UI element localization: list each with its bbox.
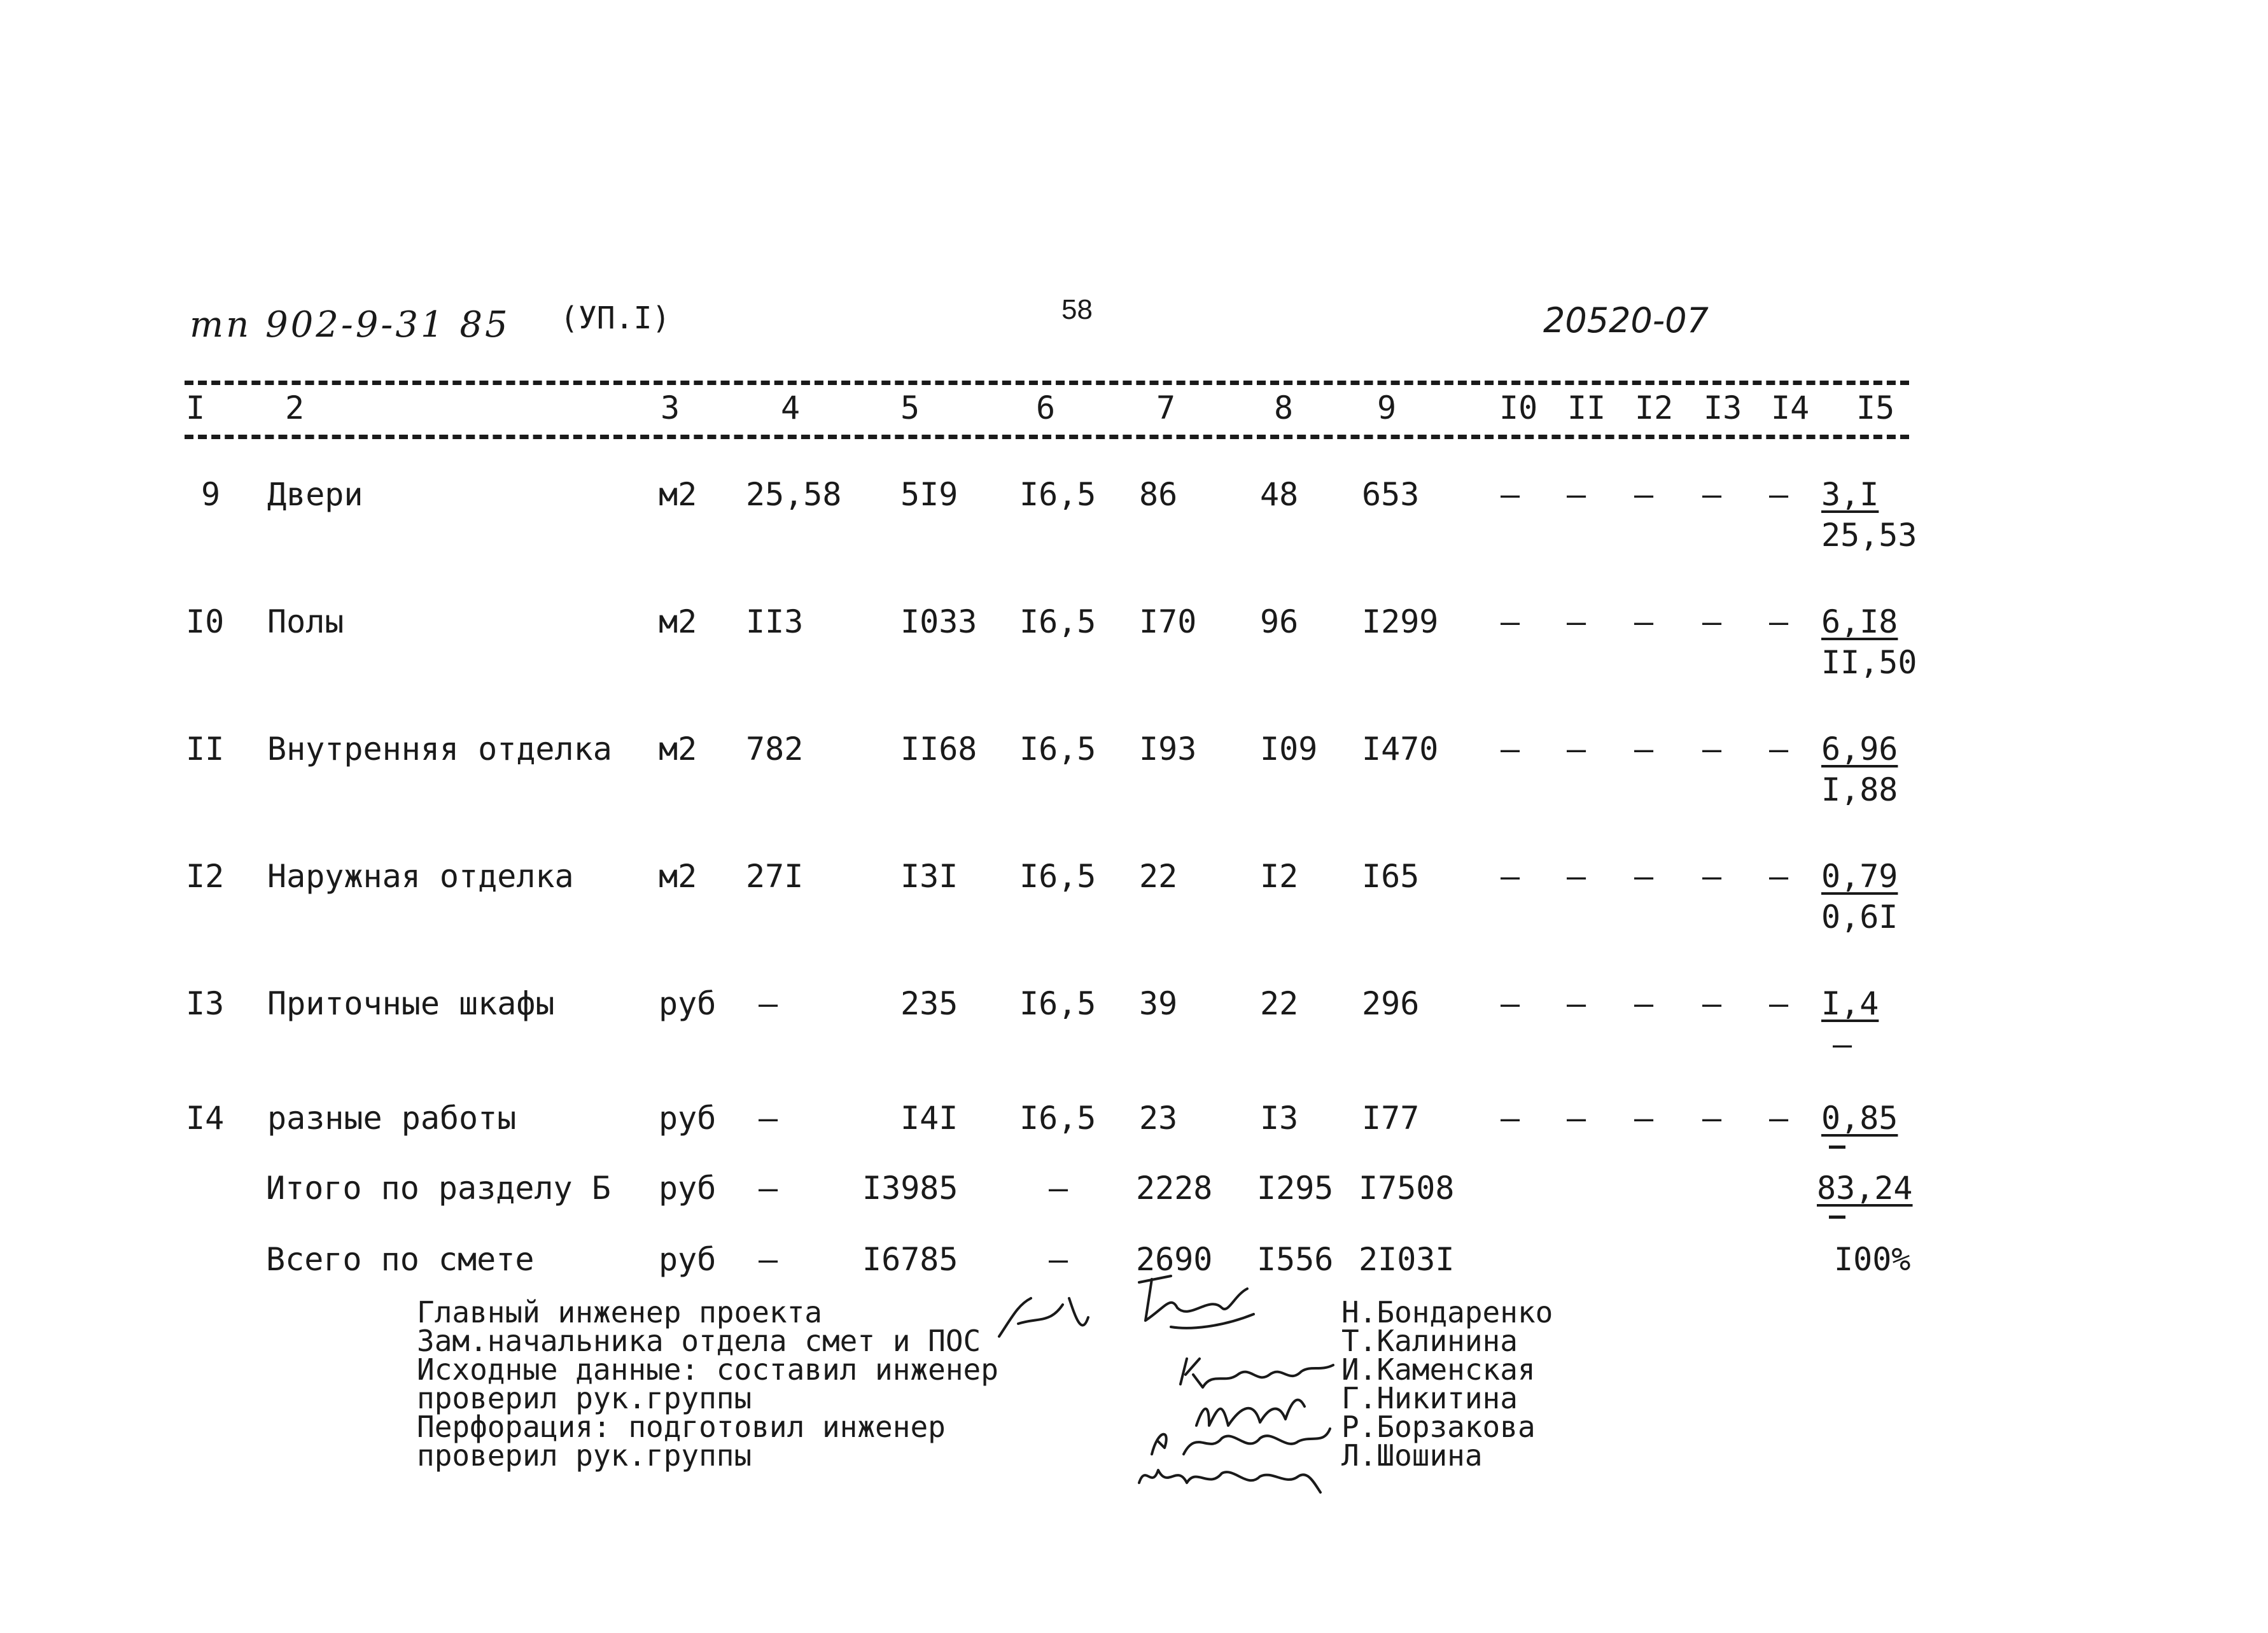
cell-6: I6,5: [1019, 858, 1096, 895]
role-line: Исходные данные: составил инженер: [417, 1352, 998, 1387]
row-unit: руб: [659, 985, 717, 1022]
cell-4: –: [759, 985, 778, 1022]
total-cell-15: 83,24: [1817, 1170, 1913, 1207]
total-cell-4: –: [759, 1241, 778, 1278]
column-header: I3: [1704, 389, 1742, 426]
signature-roles: [417, 1295, 998, 1473]
cell-14: –: [1769, 858, 1789, 895]
column-header: I2: [1635, 389, 1674, 426]
cell-4: –: [759, 1100, 778, 1137]
cell-5: I033: [900, 603, 977, 640]
cell-6: I6,5: [1019, 603, 1096, 640]
cell-12: –: [1634, 603, 1654, 640]
cell-14: –: [1769, 476, 1789, 513]
cell-7: 86: [1139, 476, 1178, 513]
cell-13: –: [1702, 1100, 1722, 1137]
cell-15-top: 0,79: [1821, 858, 1898, 895]
cell-6: I6,5: [1019, 476, 1096, 513]
row-number: 9: [201, 476, 221, 513]
cell-12: –: [1634, 858, 1654, 895]
cell-11: –: [1567, 603, 1586, 640]
cell-12: –: [1634, 1100, 1654, 1137]
cell-14: –: [1769, 1100, 1789, 1137]
total-name: Всего по смете: [266, 1241, 535, 1278]
column-header: II: [1567, 389, 1606, 426]
role-line: проверил рук.группы: [417, 1438, 752, 1473]
cell-7: 22: [1139, 858, 1178, 895]
cell-4: II3: [746, 603, 804, 640]
row-unit: м2: [659, 731, 697, 767]
signer-name: Т.Калинина: [1341, 1324, 1518, 1358]
cell-13: –: [1702, 603, 1722, 640]
cell-13: –: [1702, 731, 1722, 767]
cell-15-bottom: 0,6I: [1821, 899, 1898, 936]
column-header: I4: [1771, 389, 1810, 426]
total-cell-5: I3985: [862, 1170, 958, 1207]
document-code: тп 902-9-31 85: [190, 304, 510, 346]
total-cell-8: I295: [1257, 1170, 1334, 1207]
column-header: 2: [285, 389, 305, 426]
cell-8: I3: [1260, 1100, 1299, 1137]
role-line: Перфорация: подготовил инженер: [417, 1410, 946, 1444]
cell-15-top: 6,96: [1821, 731, 1898, 767]
row-number: I0: [186, 603, 225, 640]
cell-10: –: [1501, 603, 1520, 640]
cell-5: I4I: [900, 1100, 958, 1137]
column-header: 8: [1274, 389, 1294, 426]
row-number: I2: [186, 858, 225, 895]
column-header: 6: [1036, 389, 1056, 426]
cell-14: –: [1769, 603, 1789, 640]
total-cell-7: 2690: [1136, 1241, 1213, 1278]
cell-13: –: [1702, 476, 1722, 513]
row-number: I3: [186, 985, 225, 1022]
row-name: Приточные шкафы: [267, 985, 555, 1022]
total-unit: руб: [659, 1170, 717, 1207]
document-number: 20520-07: [1543, 300, 1709, 340]
cell-9: I77: [1362, 1100, 1420, 1137]
cell-11: –: [1567, 731, 1586, 767]
cell-7: I70: [1139, 603, 1197, 640]
cell-8: 48: [1260, 476, 1299, 513]
cell-9: I299: [1362, 603, 1439, 640]
cell-15-bottom: 25,53: [1821, 517, 1917, 554]
row-number: I4: [186, 1100, 225, 1137]
row-number: II: [186, 731, 225, 767]
row-unit: м2: [659, 858, 697, 895]
cell-10: –: [1501, 858, 1520, 895]
cell-5: 5I9: [900, 476, 958, 513]
row-name: Полы: [267, 603, 344, 640]
total-cell-9: 2I03I: [1359, 1241, 1455, 1278]
column-header: I5: [1856, 389, 1895, 426]
cell-12: –: [1634, 985, 1654, 1022]
fraction-dash: [1829, 1216, 1845, 1219]
cell-9: I470: [1362, 731, 1439, 767]
cell-8: 96: [1260, 603, 1299, 640]
cell-12: –: [1634, 476, 1654, 513]
total-cell-15: I00%: [1834, 1241, 1911, 1278]
total-cell-6: –: [1049, 1241, 1068, 1278]
cell-8: 22: [1260, 985, 1299, 1022]
cell-7: 23: [1139, 1100, 1178, 1137]
cell-4: 27I: [746, 858, 804, 895]
total-cell-6: –: [1049, 1170, 1068, 1207]
cell-6: I6,5: [1019, 731, 1096, 767]
cell-11: –: [1567, 476, 1586, 513]
column-header: 3: [661, 389, 680, 426]
total-cell-8: I556: [1257, 1241, 1334, 1278]
cell-6: I6,5: [1019, 985, 1096, 1022]
row-unit: м2: [659, 476, 697, 513]
cell-7: 39: [1139, 985, 1178, 1022]
cell-9: 296: [1362, 985, 1420, 1022]
signer-name: Г.Никитина: [1341, 1381, 1518, 1415]
cell-8: I09: [1260, 731, 1318, 767]
row-name: Двери: [267, 476, 363, 513]
column-header: I0: [1499, 389, 1538, 426]
cell-5: II68: [900, 731, 977, 767]
cell-9: I65: [1362, 858, 1420, 895]
row-name: Наружная отделка: [267, 858, 574, 895]
page-number: 58: [1061, 294, 1093, 325]
total-name: Итого по разделу Б: [266, 1170, 611, 1207]
cell-15-top: 6,I8: [1821, 603, 1898, 640]
cell-10: –: [1501, 985, 1520, 1022]
column-header: 4: [781, 389, 801, 426]
cell-13: –: [1702, 858, 1722, 895]
cell-13: –: [1702, 985, 1722, 1022]
cell-6: I6,5: [1019, 1100, 1096, 1137]
role-line: проверил рук.группы: [417, 1381, 752, 1415]
cell-4: 25,58: [746, 476, 842, 513]
total-cell-4: –: [759, 1170, 778, 1207]
signer-name: Л.Шошина: [1341, 1438, 1483, 1473]
signer-name: Р.Борзакова: [1341, 1410, 1536, 1444]
cell-14: –: [1769, 985, 1789, 1022]
total-cell-9: I7508: [1359, 1170, 1455, 1207]
signature-names: [1341, 1295, 1553, 1473]
sheet-label: (УП.I): [560, 300, 671, 336]
signer-name: И.Каменская: [1341, 1352, 1536, 1387]
column-header: 5: [900, 389, 920, 426]
cell-15-bottom: I,88: [1821, 771, 1898, 808]
role-line: Главный инженер проекта: [417, 1295, 822, 1329]
row-name: разные работы: [267, 1100, 517, 1137]
row-name: Внутренняя отделка: [267, 731, 612, 767]
cell-15-top: I,4: [1821, 985, 1879, 1022]
cell-11: –: [1567, 858, 1586, 895]
cell-11: –: [1567, 985, 1586, 1022]
cell-12: –: [1634, 731, 1654, 767]
column-header: 7: [1156, 389, 1176, 426]
cell-15-bottom: –: [1833, 1026, 1852, 1063]
cell-5: I3I: [900, 858, 958, 895]
cell-9: 653: [1362, 476, 1420, 513]
cell-4: 782: [746, 731, 804, 767]
cell-15-top: 3,I: [1821, 476, 1879, 513]
cell-14: –: [1769, 731, 1789, 767]
column-header: I: [186, 389, 206, 426]
cell-10: –: [1501, 476, 1520, 513]
cell-8: I2: [1260, 858, 1299, 895]
header-top-rule: [185, 381, 1909, 385]
signature-mark: [1133, 1451, 1324, 1502]
signature-mark: [993, 1279, 1095, 1349]
cell-15-top: 0,85: [1821, 1100, 1898, 1137]
row-unit: руб: [659, 1100, 717, 1137]
cell-7: I93: [1139, 731, 1197, 767]
role-line: Зам.начальника отдела смет и ПОС: [417, 1324, 981, 1358]
total-unit: руб: [659, 1241, 717, 1278]
cell-10: –: [1501, 731, 1520, 767]
cell-15-bottom: II,50: [1821, 644, 1917, 681]
cell-11: –: [1567, 1100, 1586, 1137]
header-bottom-rule: [185, 435, 1909, 439]
total-cell-7: 2228: [1136, 1170, 1213, 1207]
total-cell-5: I6785: [862, 1241, 958, 1278]
cell-5: 235: [900, 985, 958, 1022]
signer-name: Н.Бондаренко: [1341, 1295, 1553, 1329]
column-header: 9: [1377, 389, 1397, 426]
cell-10: –: [1501, 1100, 1520, 1137]
signature-mark: [1133, 1270, 1260, 1346]
fraction-dash: [1829, 1146, 1845, 1149]
row-unit: м2: [659, 603, 697, 640]
